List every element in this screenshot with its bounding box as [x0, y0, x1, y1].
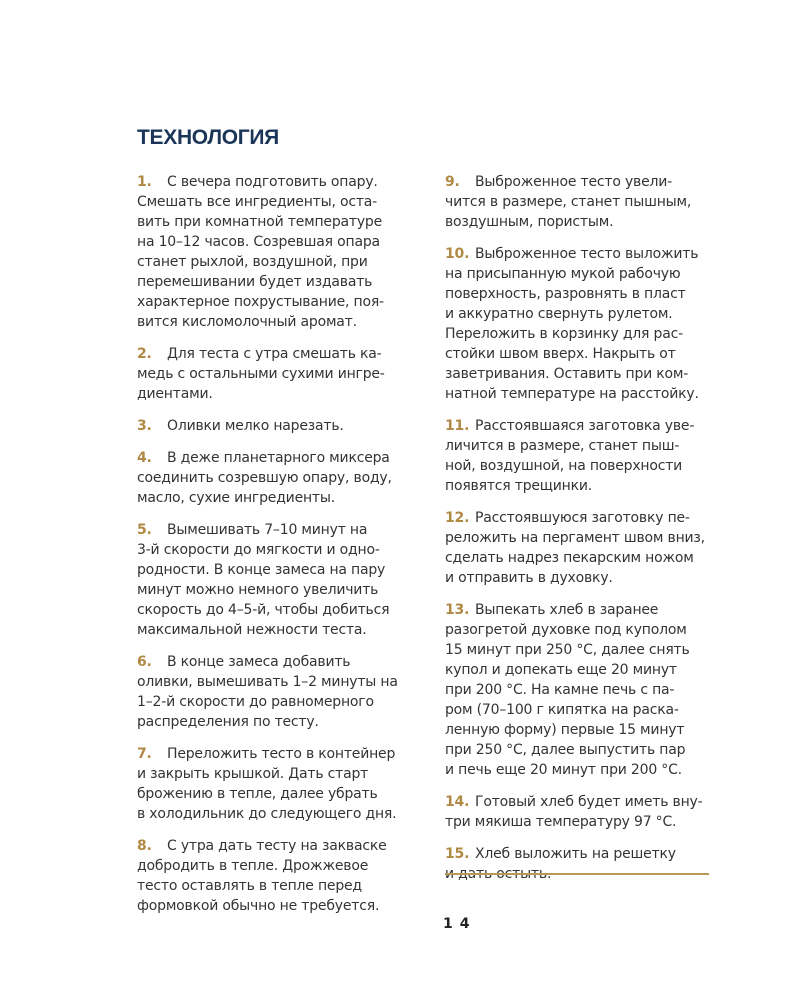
step-text-line: диентами.	[137, 386, 213, 402]
step-item	[137, 744, 409, 824]
step-text-line: 15 минут при 250 °С, далее снять	[445, 642, 690, 658]
step-text-line: Готовый хлеб будет иметь вну-	[475, 794, 703, 810]
step-item	[445, 844, 715, 884]
step-text-line: В конце замеса добавить	[167, 654, 351, 670]
step-text-line: натной температуре на расстойку.	[445, 386, 699, 402]
step-number: 10.	[445, 246, 470, 262]
step-text-line: и печь еще 20 минут при 200 °С.	[445, 762, 682, 778]
step-text-line: станет рыхлой, воздушной, при	[137, 254, 368, 270]
steps-column-right	[445, 172, 715, 896]
step-text-line: поверхность, разровнять в пласт	[445, 286, 686, 302]
step-text-line: распределения по тесту.	[137, 714, 319, 730]
step-text-line: появятся трещинки.	[445, 478, 593, 494]
step-item	[445, 792, 715, 832]
step-text-line: ленную форму) первые 15 минут	[445, 722, 685, 738]
step-text-line: Выброженное тесто увели-	[475, 174, 672, 190]
step-item	[137, 344, 409, 404]
step-text-line: и дать остыть.	[445, 866, 552, 882]
step-text-line: 3-й скорости до мягкости и одно-	[137, 542, 380, 558]
step-text-line: оливки, вымешивать 1–2 минуты на	[137, 674, 398, 690]
step-number: 12.	[445, 510, 470, 526]
step-text-line: и закрыть крышкой. Дать старт	[137, 766, 369, 782]
step-text-line: Переложить в корзинку для рас-	[445, 326, 683, 342]
page-number: 14	[443, 916, 477, 932]
step-text-line: перемешивании будет издавать	[137, 274, 373, 290]
step-number: 4.	[137, 450, 152, 466]
step-number: 5.	[137, 522, 152, 538]
step-text-line: при 250 °С, далее выпустить пар	[445, 742, 686, 758]
step-item	[137, 520, 409, 640]
step-item	[445, 244, 715, 404]
step-text-line: минут можно немного увеличить	[137, 582, 379, 598]
step-item	[137, 172, 409, 332]
step-text-line: медь с остальными сухими ингре-	[137, 366, 385, 382]
step-text-line: на 10–12 часов. Созревшая опара	[137, 234, 380, 250]
step-text-line: сделать надрез пекарским ножом	[445, 550, 694, 566]
step-text-line: масло, сухие ингредиенты.	[137, 490, 335, 506]
step-number: 14.	[445, 794, 470, 810]
step-number: 2.	[137, 346, 152, 362]
step-text-line: вить при комнатной температуре	[137, 214, 383, 230]
step-text-line: Выброженное тесто выложить	[475, 246, 699, 262]
step-text-line: на присыпанную мукой рабочую	[445, 266, 681, 282]
step-text-line: Переложить тесто в контейнер	[167, 746, 396, 762]
step-text-line: С утра дать тесту на закваске	[167, 838, 387, 854]
step-text-line: разогретой духовке под куполом	[445, 622, 687, 638]
step-number: 15.	[445, 846, 470, 862]
step-item	[445, 600, 715, 780]
step-text-line: формовкой обычно не требуется.	[137, 898, 380, 914]
step-text-line: брожению в тепле, далее убрать	[137, 786, 378, 802]
step-text-line: максимальной нежности теста.	[137, 622, 367, 638]
steps-column-left	[137, 172, 409, 928]
step-text-line: Расстоявшаяся заготовка уве-	[475, 418, 695, 434]
step-item	[137, 836, 409, 916]
step-text-line: личится в размере, станет пыш-	[445, 438, 680, 454]
step-text-line: Выпекать хлеб в заранее	[475, 602, 659, 618]
step-text-line: 1–2-й скорости до равномерного	[137, 694, 374, 710]
step-text-line: реложить на пергамент швом вниз,	[445, 530, 705, 546]
step-text-line: воздушным, пористым.	[445, 214, 614, 230]
step-text-line: купол и допекать еще 20 минут	[445, 662, 677, 678]
step-text-line: скорость до 4–5-й, чтобы добиться	[137, 602, 390, 618]
divider-rule	[445, 873, 709, 875]
step-text-line: в холодильник до следующего дня.	[137, 806, 397, 822]
step-number: 3.	[137, 418, 152, 434]
step-number: 9.	[445, 174, 460, 190]
step-number: 7.	[137, 746, 152, 762]
step-number: 1.	[137, 174, 152, 190]
step-text-line: С вечера подготовить опару.	[167, 174, 378, 190]
step-text-line: характерное похрустывание, поя-	[137, 294, 384, 310]
step-text-line: соединить созревшую опару, воду,	[137, 470, 392, 486]
step-item	[445, 508, 715, 588]
step-text-line: ром (70–100 г кипятка на раска-	[445, 702, 679, 718]
step-number: 8.	[137, 838, 152, 854]
step-text-line: Смешать все ингредиенты, оста-	[137, 194, 378, 210]
section-title: ТЕХНОЛОГИЯ	[137, 126, 279, 149]
step-text-line: и аккуратно свернуть рулетом.	[445, 306, 673, 322]
step-text-line: родности. В конце замеса на пару	[137, 562, 386, 578]
step-item	[445, 416, 715, 496]
step-number: 13.	[445, 602, 470, 618]
step-text-line: ной, воздушной, на поверхности	[445, 458, 683, 474]
step-text-line: заветривания. Оставить при ком-	[445, 366, 689, 382]
step-text-line: вится кисломолочный аромат.	[137, 314, 357, 330]
step-text-line: Хлеб выложить на решетку	[475, 846, 676, 862]
step-text-line: Вымешивать 7–10 минут на	[167, 522, 368, 538]
step-text-line: В деже планетарного миксера	[167, 450, 390, 466]
step-text-line: и отправить в духовку.	[445, 570, 613, 586]
step-item	[445, 172, 715, 232]
step-text-line: три мякиша температуру 97 °С.	[445, 814, 677, 830]
step-text-line: Расстоявшуюся заготовку пе-	[475, 510, 690, 526]
step-text-line: добродить в тепле. Дрожжевое	[137, 858, 369, 874]
step-number: 11.	[445, 418, 470, 434]
step-item	[137, 416, 409, 436]
step-text-line: при 200 °С. На камне печь с па-	[445, 682, 675, 698]
step-item	[137, 652, 409, 732]
step-text-line: чится в размере, станет пышным,	[445, 194, 692, 210]
step-text-line: Для теста с утра смешать ка-	[167, 346, 382, 362]
step-text-line: тесто оставлять в тепле перед	[137, 878, 362, 894]
step-text-line: стойки швом вверх. Накрыть от	[445, 346, 676, 362]
step-number: 6.	[137, 654, 152, 670]
step-item	[137, 448, 409, 508]
step-text-line: Оливки мелко нарезать.	[167, 418, 344, 434]
